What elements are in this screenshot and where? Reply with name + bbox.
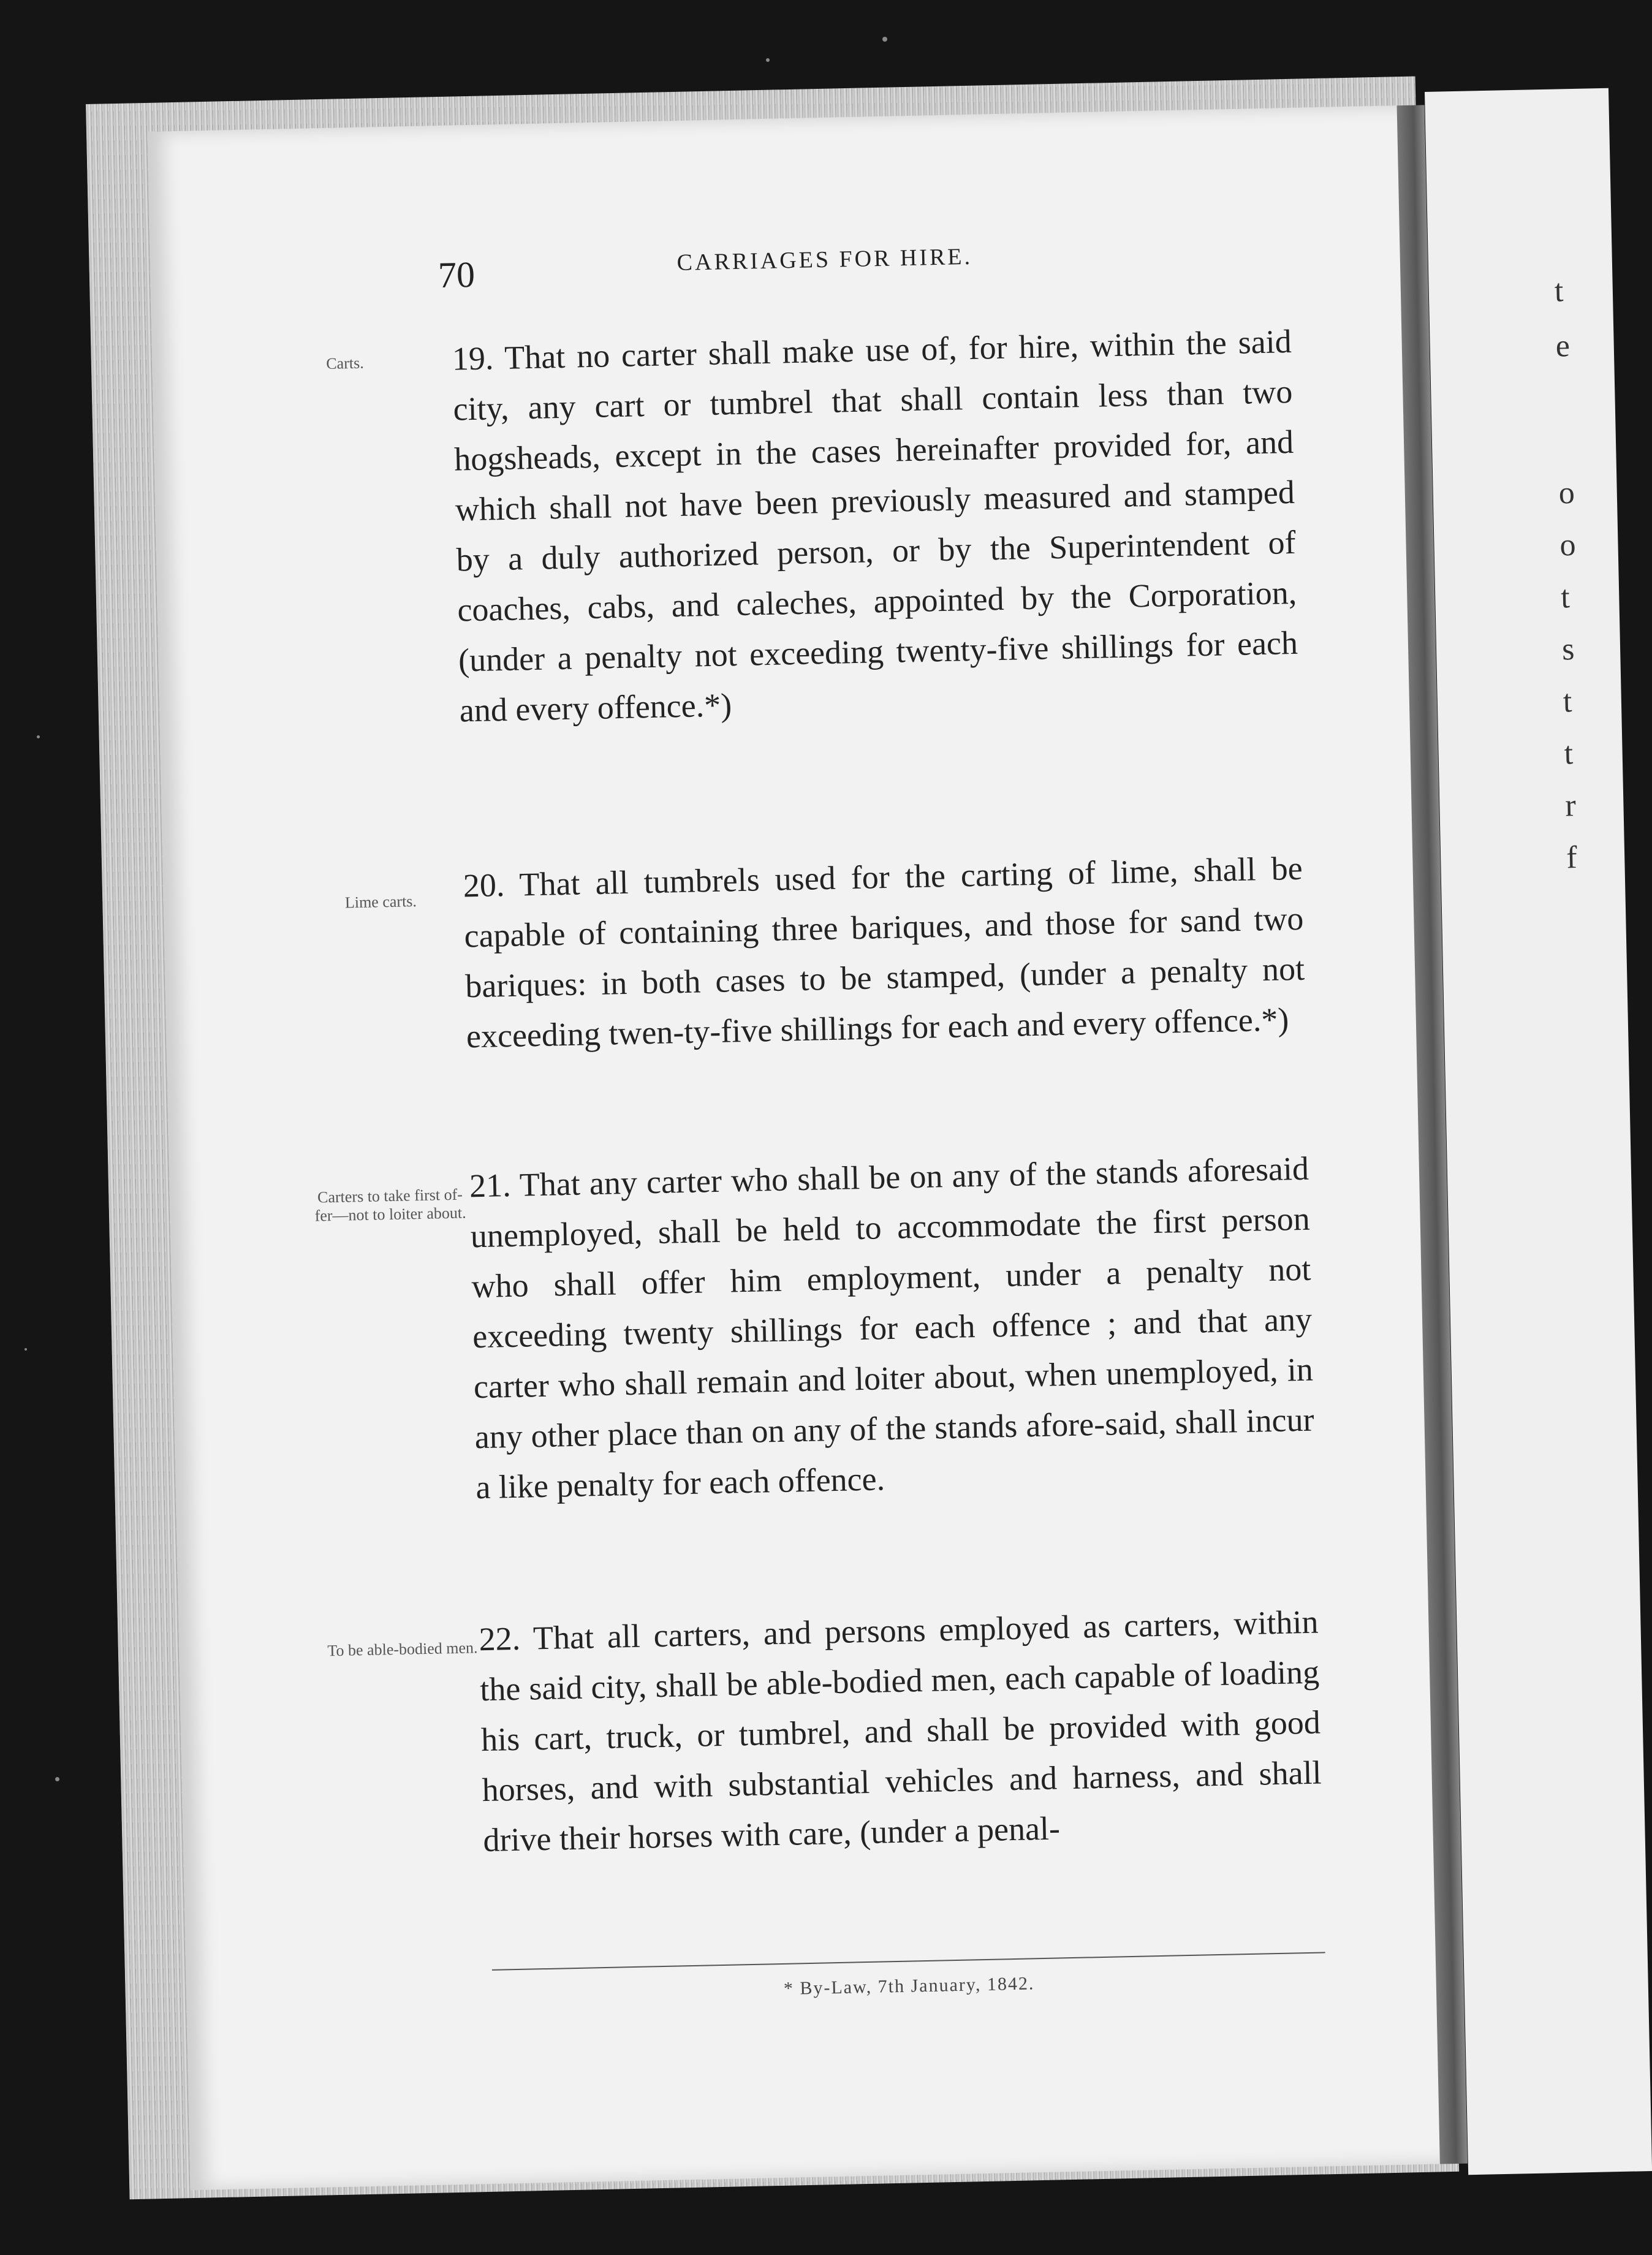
left-page — [147, 105, 1443, 2190]
section-number: 20. — [463, 866, 505, 904]
section-paragraph — [469, 1143, 1316, 1513]
section-paragraph — [479, 1597, 1323, 1866]
section-paragraph — [463, 843, 1306, 1062]
marginal-note: Carts. — [325, 354, 364, 373]
page-number: 70 — [438, 254, 476, 296]
facing-page-letter: r — [1564, 788, 1577, 824]
marginal-note: Carters to take first of-fer—not to loiter about. — [314, 1185, 466, 1225]
facing-page-letter: t — [1564, 736, 1574, 771]
section-paragraph — [452, 316, 1299, 736]
section-text: That all carters, and persons employed as carters, within the said city, shall be able-bodied men, each capable of loading his cart, truck, or tumbrel, and shall be provided with good horses, and with substantial vehicles and harness, and shall drive their horses with care, (under a penal- — [479, 1603, 1322, 1859]
section-text: That all tumbrels used for the carting of lime, shall be capable of containing three bariques, and those for sand two bariques: in both cases to be stamped, (under a penalty not exceeding twen-ty-five shillings for each and every offence.*) — [463, 849, 1305, 1055]
section-text: That no carter shall make use of, for hire, within the said city, any cart or tumbrel that shall contain less than two hogsheads, except in the cases hereinafter provided for, and which shall not have been previously measured and stamped by a duly authorized person, or by the Superintendent of coaches, cabs, and caleches, appointed by the Corporation, (under a penalty not exceeding twenty-five shillings for each and every offence.*) — [452, 322, 1298, 729]
facing-page-letter: t — [1554, 273, 1564, 309]
running-head: CARRIAGES FOR HIRE. — [676, 243, 973, 276]
section-number: 19. — [452, 339, 494, 377]
facing-page-letter: t — [1563, 684, 1572, 719]
facing-page-letter: s — [1561, 632, 1575, 667]
facing-page-letter: e — [1555, 328, 1571, 364]
dust-speck — [55, 1777, 59, 1781]
footnote: * By-Law, 7th January, 1842. — [783, 1973, 1035, 1999]
facing-page-letter: t — [1560, 580, 1571, 615]
dust-speck — [882, 37, 887, 42]
dust-speck — [766, 58, 770, 62]
dust-speck — [25, 1348, 27, 1351]
dust-speck — [37, 735, 40, 738]
facing-page-letter: o — [1559, 528, 1577, 563]
facing-page-letter: o — [1558, 476, 1575, 511]
marginal-note: To be able-bodied men. — [327, 1639, 478, 1660]
section-number: 21. — [469, 1166, 512, 1205]
facing-page-letter: f — [1566, 840, 1578, 876]
section-number: 22. — [479, 1620, 521, 1658]
section-text: That any carter who shall be on any of the stands aforesaid unemployed, shall be held to accommodate the first person who shall offer him employment, under a penalty not exceeding twenty shillings for each offence ; and that any carter who shall remain and loiter about, when unemployed, in any other place than on any of the stands afore-said, shall incur a like penalty for each offence. — [470, 1150, 1315, 1506]
footnote-rule — [492, 1952, 1325, 1970]
marginal-note: Lime carts. — [344, 892, 417, 912]
